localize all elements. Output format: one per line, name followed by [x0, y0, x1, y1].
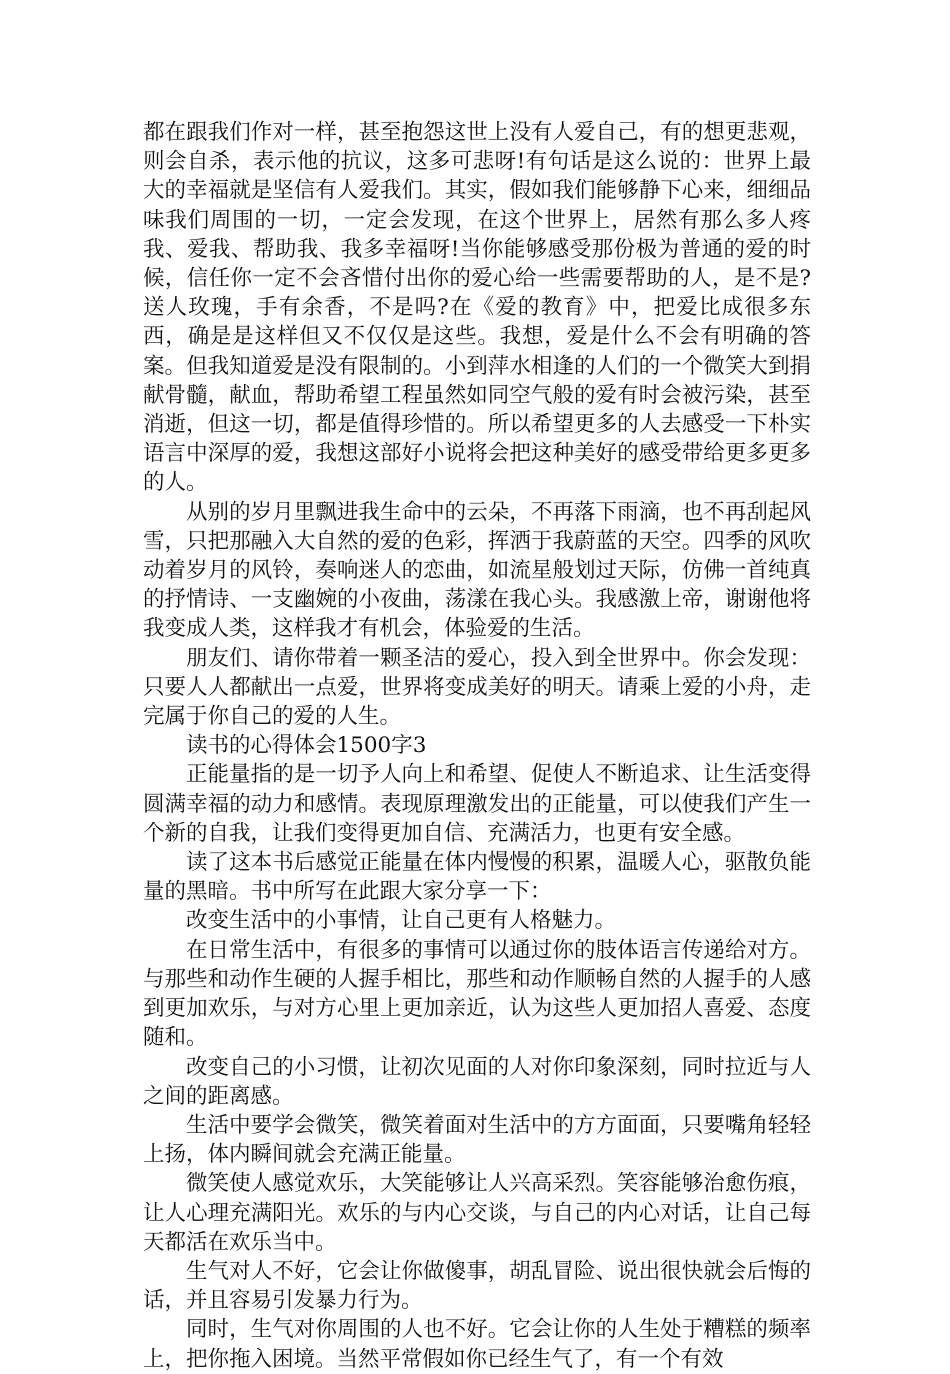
paragraph: 微笑使人感觉欢乐，大笑能够让人兴高采烈。笑容能够治愈伤痕，让人心理充满阳光。欢乐的与内心交谈，与自己的内心对话，让自己每天都活在欢乐当中。: [143, 1171, 811, 1255]
section-heading: 读书的心得体会1500字3: [186, 733, 427, 759]
paragraph: 生活中要学会微笑，微笑着面对生活中的方方面面，只要嘴角轻轻上扬，体内瞬间就会充满正能量。: [143, 1112, 811, 1168]
paragraph: 读了这本书后感觉正能量在体内慢慢的积累，温暖人心，驱散负能量的黑暗。书中所写在此跟大家分享一下：: [143, 850, 811, 905]
paragraph: 改变自己的小习惯，让初次见面的人对你印象深刻，同时拉近与人之间的距离感。: [143, 1054, 811, 1109]
paragraph: 正能量指的是一切予人向上和希望、促使人不断追求、让生活变得圆满幸福的动力和感情。表现原理激发出的正能量，可以使我们产生一个新的自我，让我们变得更加自信、充满活力，也更有安全感。: [143, 762, 811, 846]
paragraph: 在日常生活中，有很多的事情可以通过你的肢体语言传递给对方。与那些和动作生硬的人握手相比，那些和动作顺畅自然的人握手的人感到更加欢乐，与对方心里上更加亲近，认为这些人更加招人喜爱、态度随和。: [143, 937, 811, 1051]
paragraph-continuation: 都在跟我们作对一样，甚至抱怨这世上没有人爱自己，有的想更悲观，则会自杀，表示他的抗议，这多可悲呀!有句话是这么说的：世界上最大的幸福就是坚信有人爱我们。其实，假如我们能够静下心来，细细品味我们周围的一切，一定会发现，在这个世界上，居然有那么多人疼我、爱我、帮助我、我多幸福呀!当你能够感受那份极为普通的爱的时候，信任你一定不会吝惜付出你的爱心给一些需要帮助的人，是不是?送人玫瑰，手有余香，不是吗?在《爱的教育》中，把爱比成很多东西，确是是这样但又不仅仅是这些。我想，爱是什么不会有明确的答案。但我知道爱是没有限制的。小到萍水相逢的人们的一个微笑大到捐献骨髓，献血，帮助希望工程虽然如同空气般的爱有时会被污染，甚至消逝，但这一切，都是值得珍惜的。所以希望更多的人去感受一下朴实语言中深厚的爱，我想这部好小说将会把这种美好的感受带给更多更多的人。: [143, 120, 811, 496]
paragraph: 朋友们、请你带着一颗圣洁的爱心，投入到全世界中。你会发现：只要人人都献出一点爱，世界将变成美好的明天。请乘上爱的小舟，走完属于你自己的爱的人生。: [143, 645, 811, 730]
paragraph: 改变生活中的小事情，让自己更有人格魅力。: [186, 908, 617, 934]
document-body: [143, 118, 811, 1374]
paragraph: 从别的岁月里飘进我生命中的云朵，不再落下雨滴，也不再刮起风雪，只把那融入大自然的爱的色彩，挥洒于我蔚蓝的天空。四季的风吹动着岁月的风铃，奏响迷人的恋曲，如流星般划过天际，仿佛一首纯真的抒情诗、一支幽婉的小夜曲，荡漾在我心头。我感激上帝，谢谢他将我变成人类，这样我才有机会，体验爱的生活。: [143, 499, 811, 642]
paragraph: 同时，生气对你周围的人也不好。它会让你的人生处于糟糕的频率上，把你拖入困境。当然平常假如你已经生气了，有一个有效: [143, 1317, 811, 1372]
paragraph: 生气对人不好，它会让你做傻事，胡乱冒险、说出很快就会后悔的话，并且容易引发暴力行为。: [143, 1258, 811, 1314]
